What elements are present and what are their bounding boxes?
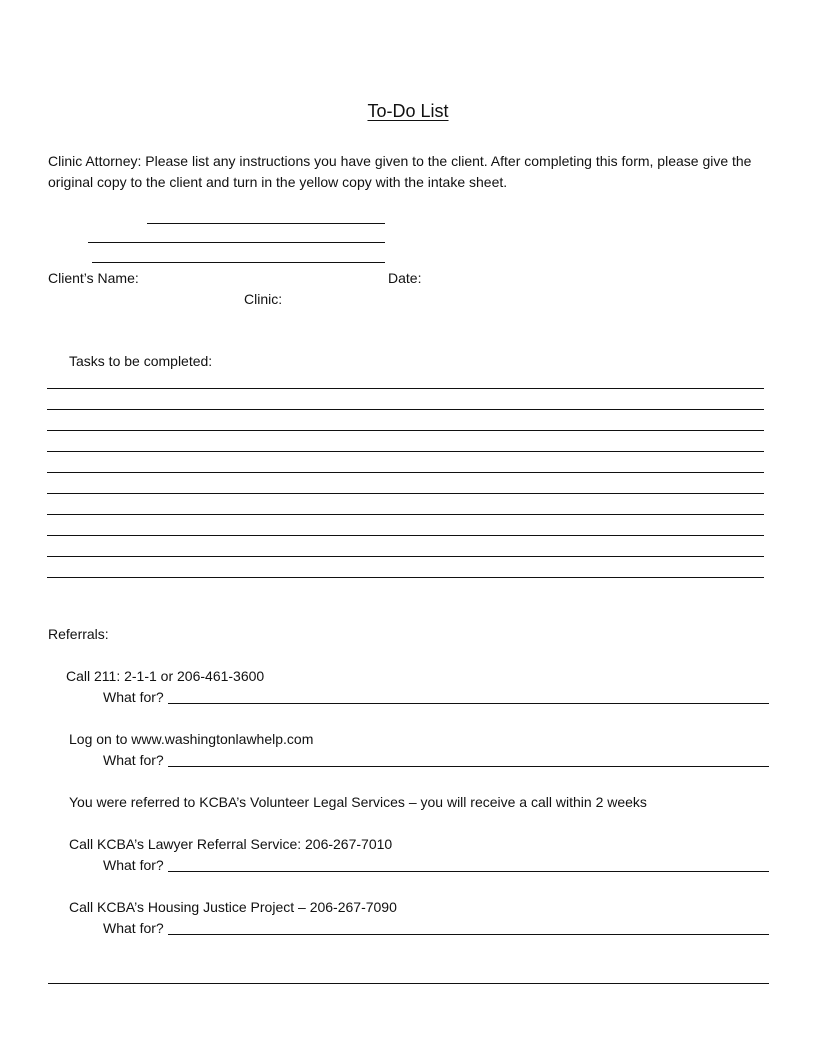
task-line[interactable] (47, 472, 764, 473)
what-for-label: What for? (103, 689, 164, 705)
referral-lawyer-referral-service: Call KCBA’s Lawyer Referral Service: 206-267-7010 (69, 836, 393, 852)
task-line[interactable] (47, 577, 764, 578)
task-line[interactable] (47, 556, 764, 557)
clinic-label: Clinic: (244, 291, 283, 307)
page-title-text: To-Do List (367, 101, 449, 121)
what-for-line[interactable] (168, 703, 769, 704)
clinic-line[interactable] (92, 262, 385, 263)
referral-call-211: Call 211: 2-1-1 or 206-461-3600 (66, 668, 265, 684)
task-line[interactable] (47, 535, 764, 536)
task-line[interactable] (47, 493, 764, 494)
what-for-label: What for? (103, 857, 164, 873)
date-line[interactable] (88, 242, 385, 243)
what-for-label: What for? (103, 920, 164, 936)
page-title (0, 101, 816, 121)
task-line[interactable] (47, 451, 764, 452)
date-label: Date: (388, 270, 422, 286)
task-line[interactable] (47, 514, 764, 515)
bottom-rule (48, 983, 769, 984)
task-line[interactable] (47, 409, 764, 410)
referrals-heading: Referrals: (48, 626, 109, 642)
task-line[interactable] (47, 388, 764, 389)
what-for-line[interactable] (168, 934, 769, 935)
what-for-label: What for? (103, 752, 164, 768)
referral-washingtonlawhelp: Log on to www.washingtonlawhelp.com (69, 731, 314, 747)
tasks-label: Tasks to be completed: (69, 353, 213, 369)
intro-instructions: Clinic Attorney: Please list any instructions you have given to the client. After completing this form, please give the original copy to the client and turn in the yellow copy with the intake sheet. (48, 153, 752, 190)
what-for-line[interactable] (168, 871, 769, 872)
referral-volunteer-legal-services: You were referred to KCBA’s Volunteer Legal Services – you will receive a call within 2 weeks (69, 794, 647, 810)
task-line[interactable] (47, 430, 764, 431)
client-name-label: Client’s Name: (48, 270, 139, 286)
what-for-line[interactable] (168, 766, 769, 767)
client-name-line[interactable] (147, 223, 385, 224)
referral-housing-justice-project: Call KCBA’s Housing Justice Project – 206-267-7090 (69, 899, 397, 915)
